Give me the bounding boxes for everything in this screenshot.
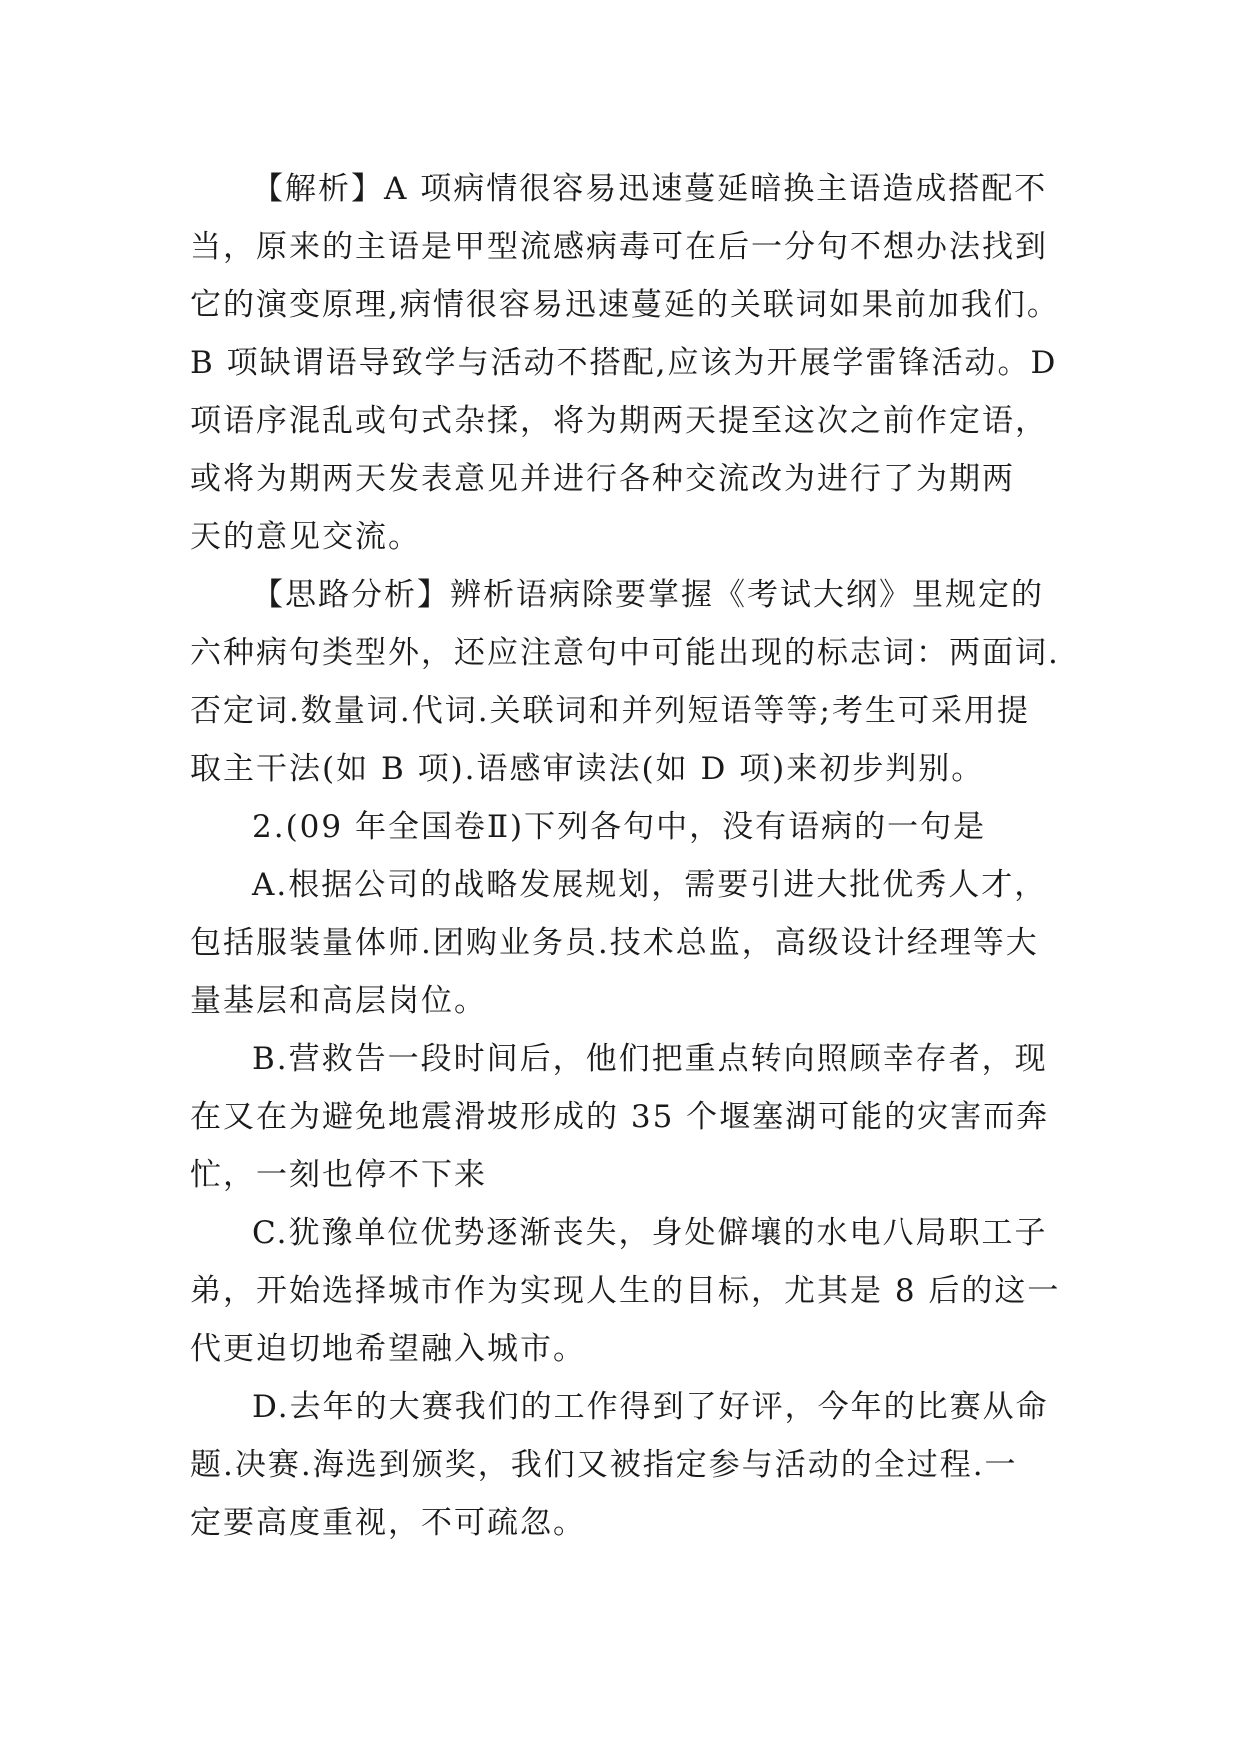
text-line: 六种病句类型外，还应注意句中可能出现的标志词：两面词. [190, 635, 1060, 671]
option-a-paragraph [190, 856, 1090, 1030]
text-line: B.营救告一段时间后，他们把重点转向照顾幸存者，现 [252, 1041, 1048, 1077]
text-line: 包括服装量体师.团购业务员.技术总监，高级设计经理等大 [190, 925, 1039, 961]
text-line: 或将为期两天发表意见并进行各种交流改为进行了为期两 [190, 461, 1015, 497]
option-c-paragraph [190, 1204, 1090, 1378]
text-line: 天的意见交流。 [190, 519, 421, 555]
text-line: 【解析】A 项病情很容易迅速蔓延暗换主语造成搭配不 [252, 171, 1048, 207]
option-d-paragraph [190, 1378, 1090, 1552]
text-line: 代更迫切地希望融入城市。 [190, 1331, 586, 1367]
text-line: 否定词.数量词.代词.关联词和并列短语等等;考生可采用提 [190, 693, 1031, 729]
document-body [190, 160, 1090, 1552]
text-line: A.根据公司的战略发展规划，需要引进大批优秀人才， [252, 867, 1048, 903]
text-line: 项语序混乱或句式杂揉，将为期两天提至这次之前作定语， [190, 403, 1048, 439]
text-line: D.去年的大赛我们的工作得到了好评，今年的比赛从命 [252, 1389, 1049, 1425]
text-line: 2.(09 年全国卷Ⅱ)下列各句中，没有语病的一句是 [252, 809, 987, 845]
text-line: 弟，开始选择城市作为实现人生的目标，尤其是 8 后的这一 [190, 1273, 1061, 1309]
text-line: 忙，一刻也停不下来 [190, 1157, 487, 1193]
text-line: 取主干法(如 B 项).语感审读法(如 D 项)来初步判别。 [190, 751, 985, 787]
analysis-paragraph [190, 160, 1090, 566]
text-line: 【思路分析】辨析语病除要掌握《考试大纲》里规定的 [252, 577, 1044, 613]
option-b-paragraph [190, 1030, 1090, 1204]
text-line: 定要高度重视，不可疏忽。 [190, 1505, 586, 1541]
text-line: 题.决赛.海选到颁奖，我们又被指定参与活动的全过程.一 [190, 1447, 1018, 1483]
text-line: 它的演变原理,病情很容易迅速蔓延的关联词如果前加我们。 [190, 287, 1060, 323]
thinking-paragraph [190, 566, 1090, 798]
text-line: 当，原来的主语是甲型流感病毒可在后一分句不想办法找到 [190, 229, 1048, 265]
question-2-stem [190, 798, 1090, 856]
text-line: C.犹豫单位优势逐渐丧失，身处僻壤的水电八局职工子 [252, 1215, 1048, 1251]
text-line: 在又在为避免地震滑坡形成的 35 个堰塞湖可能的灾害而奔 [190, 1099, 1050, 1135]
text-line: B 项缺谓语导致学与活动不搭配,应该为开展学雷锋活动。D [190, 345, 1058, 381]
text-line: 量基层和高层岗位。 [190, 983, 487, 1019]
